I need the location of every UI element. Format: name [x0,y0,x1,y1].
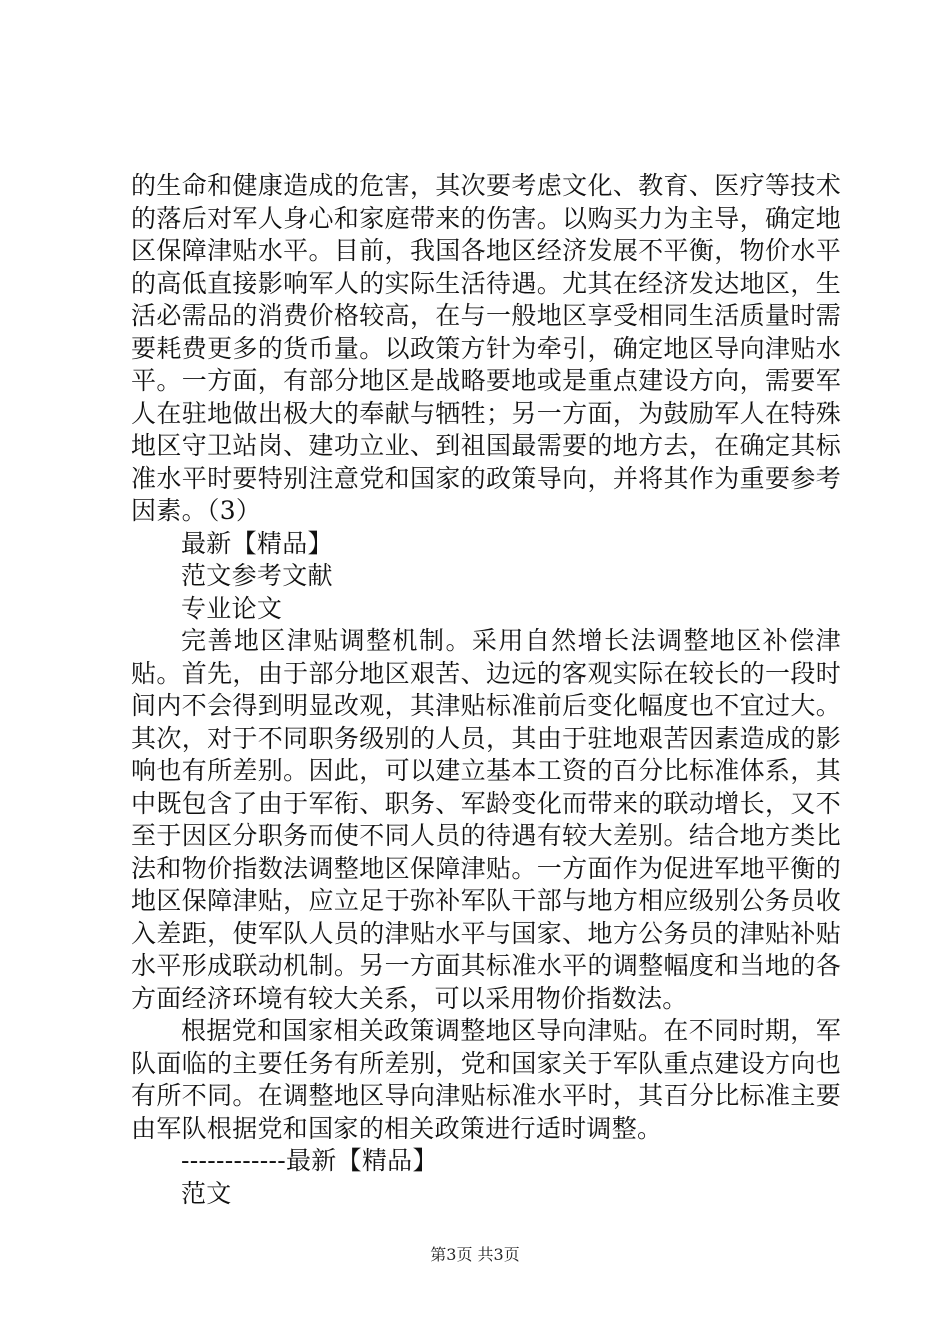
heading-model-essay: 范文 [181,1178,232,1208]
page-indicator: 第3页 共3页 [430,1245,520,1264]
paragraph-continuation: 的生命和健康造成的危害，其次要考虑文化、教育、医疗等技术的落后对军人身心和家庭带来的伤害。以购买力为主导，确定地区保障津贴水平。目前，我国各地区经济发展不平衡，物价水平的高低直接影响军人的实际生活待遇。尤其在经济发达地区，生活必需品的消费价格较高，在与一般地区享受相同生活质量时需要耗费更多的货币量。以政策方针为牵引，确定地区导向津贴水平。一方面，有部分地区是战略要地或是重点建设方向，需要军人在驻地做出极大的奉献与牺牲；另一方面，为鼓励军人在特殊地区守卫站岗、建功立业、到祖国最需要的地方去，在确定其标准水平时要特别注意党和国家的政策导向，并将其作为重要参考因素。（3） [131,171,841,525]
heading-separator-latest-quality: ------------最新【精品】 [181,1146,438,1175]
page-footer [0,1242,950,1265]
document-body [131,170,841,1210]
heading-reference-literature: 范文参考文献 [181,561,333,590]
heading-latest-quality: 最新【精品】 [181,528,333,558]
paragraph-allowance-adjustment: 完善地区津贴调整机制。采用自然增长法调整地区补偿津贴。首先，由于部分地区艰苦、边远的客观实际在较长的一段时间内不会得到明显改观，其津贴标准前后变化幅度也不宜过大。其次，对于不同职务级别的人员，其由于驻地艰苦因素造成的影响也有所差别。因此，可以建立基本工资的百分比标准体系，其中既包含了由于军衔、职务、军龄变化而带来的联动增长，又不至于因区分职务而使不同人员的待遇有较大差别。结合地方类比法和物价指数法调整地区保障津贴。一方面作为促进军地平衡的地区保障津贴，应立足于弥补军队干部与地方相应级别公务员收入差距，使军队人员的津贴水平与国家、地方公务员的津贴补贴水平形成联动机制。另一方面其标准水平的调整幅度和当地的各方面经济环境有较大关系，可以采用物价指数法。 [131,626,841,1013]
paragraph-policy-adjustment: 根据党和国家相关政策调整地区导向津贴。在不同时期，军队面临的主要任务有所差别，党和国家关于军队重点建设方向也有所不同。在调整地区导向津贴标准水平时，其百分比标准主要由军队根据党和国家的相关政策进行适时调整。 [131,1016,841,1143]
heading-professional-paper: 专业论文 [181,593,283,623]
